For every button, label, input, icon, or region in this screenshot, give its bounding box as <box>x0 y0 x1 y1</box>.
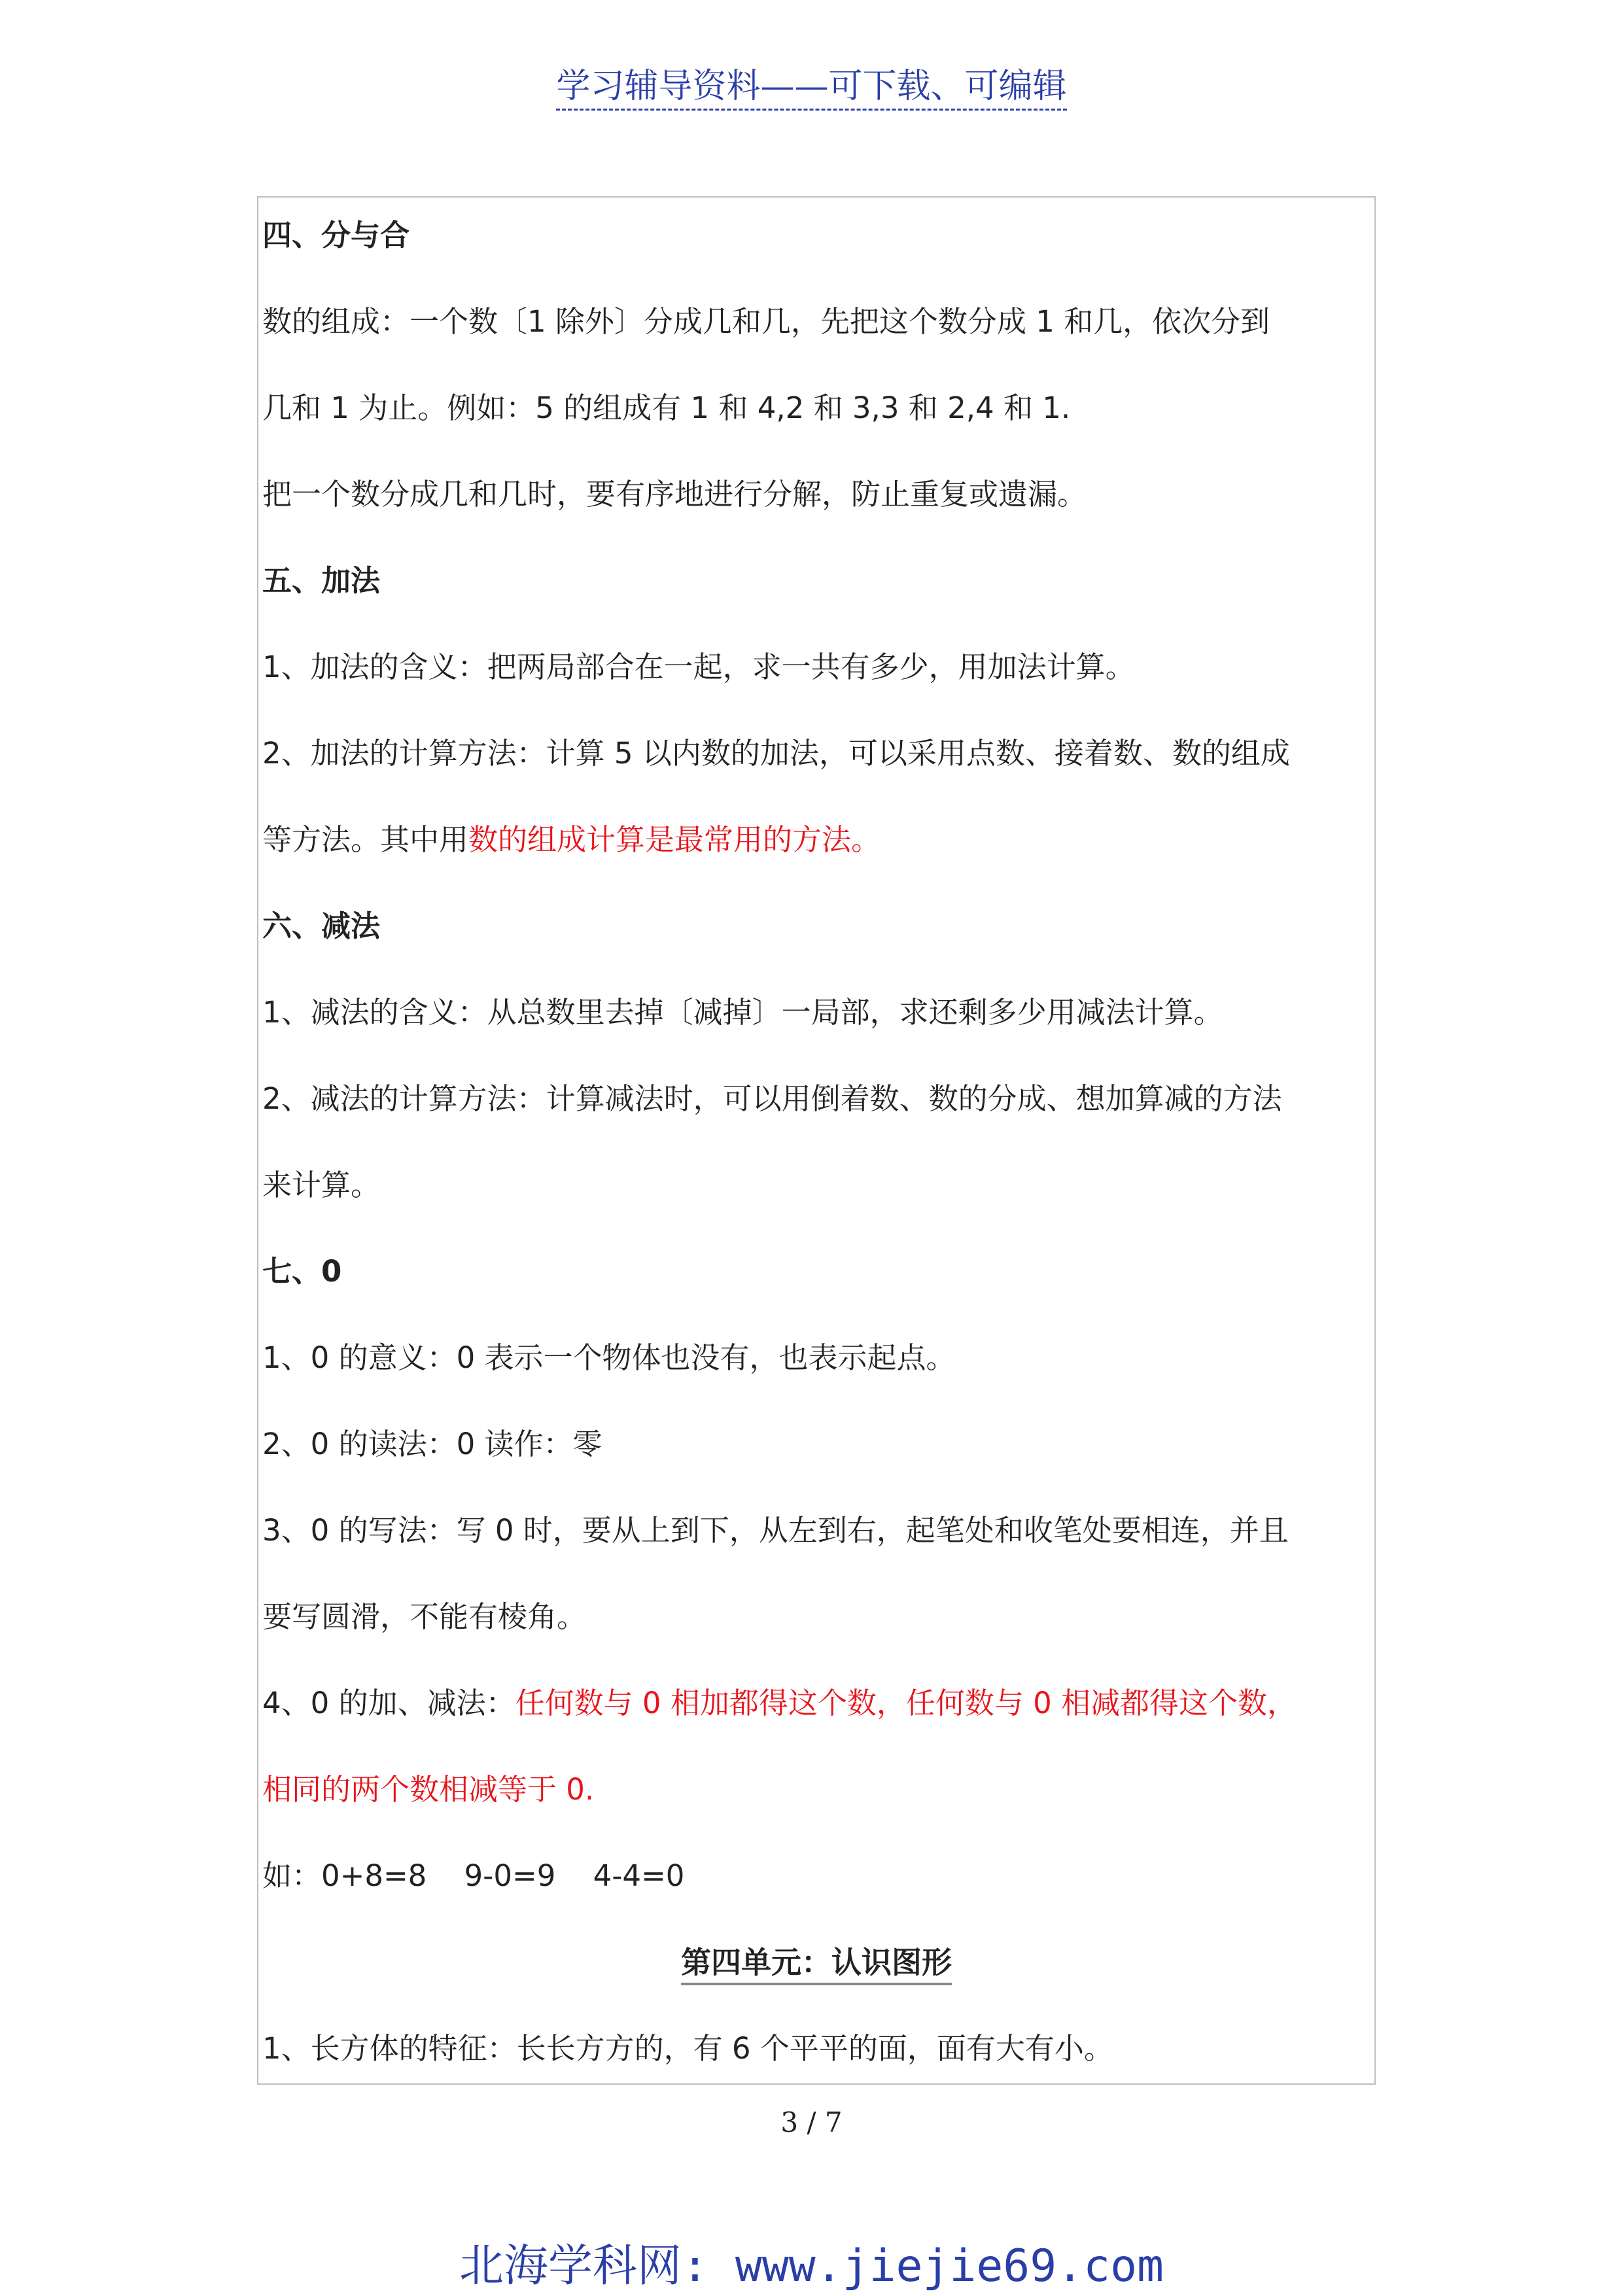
unit-4-paragraph-1: 1、长方体的特征：长长方方的，有 6 个平平的面，面有大有小。 <box>262 2031 1113 2066</box>
section-7-example: 如：0+8=8 9-0=9 4-4=0 <box>262 1858 685 1893</box>
content-box <box>257 196 1376 2085</box>
section-4-paragraph-1a: 数的组成：一个数〔1 除外〕分成几和几，先把这个数分成 1 和几，依次分到 <box>262 304 1270 339</box>
section-6-paragraph-2a: 2、减法的计算方法：计算减法时，可以用倒着数、数的分成、想加算减的方法 <box>262 1081 1282 1116</box>
section-7-paragraph-4a-plain: 4、0 的加、减法： <box>262 1686 515 1720</box>
section-4-title: 四、分与合 <box>262 218 410 252</box>
unit-4-title-text: 第四单元：认识图形 <box>681 1945 952 1985</box>
section-7-highlight-a: 任何数与 0 相加都得这个数，任何数与 0 相减都得这个数， <box>515 1686 1297 1720</box>
section-5-paragraph-2b-plain: 等方法。其中用 <box>262 822 469 857</box>
section-7-paragraph-2: 2、0 的读法：0 读作：零 <box>262 1427 602 1461</box>
footer-site-text: 北海学科网: www.jiejie69.com <box>459 2240 1164 2292</box>
section-6-paragraph-1: 1、减法的含义：从总数里去掉〔减掉〕一局部，求还剩多少用减法计算。 <box>262 995 1223 1030</box>
section-4-paragraph-1b: 几和 1 为止。例如：5 的组成有 1 和 4,2 和 3,3 和 2,4 和 1. <box>262 391 1071 425</box>
section-7-paragraph-3a: 3、0 的写法：写 0 时，要从上到下，从左到右，起笔处和收笔处要相连，并且 <box>262 1513 1289 1548</box>
section-7-paragraph-3b: 要写圆滑，不能有棱角。 <box>262 1599 587 1634</box>
section-5-highlight: 数的组成计算是最常用的方法。 <box>468 822 881 857</box>
section-4-paragraph-2: 把一个数分成几和几时，要有序地进行分解，防止重复或遗漏。 <box>262 477 1087 512</box>
unit-4-title <box>258 1943 1374 1982</box>
section-7-paragraph-1: 1、0 的意义：0 表示一个物体也没有，也表示起点。 <box>262 1340 956 1375</box>
section-7-title: 七、0 <box>262 1254 342 1289</box>
section-7-highlight-b: 相同的两个数相减等于 0. <box>262 1772 595 1807</box>
section-6-paragraph-2b: 来计算。 <box>262 1168 381 1202</box>
section-5-paragraph-1: 1、加法的含义：把两局部合在一起，求一共有多少，用加法计算。 <box>262 650 1135 684</box>
section-5-title: 五、加法 <box>262 563 381 598</box>
section-7-paragraph-4a <box>262 1684 1297 1723</box>
document-header <box>0 60 1623 113</box>
page-number: 3 / 7 <box>780 2106 843 2138</box>
section-5-paragraph-2a: 2、加法的计算方法：计算 5 以内数的加法，可以采用点数、接着数、数的组成 <box>262 736 1290 771</box>
header-title: 学习辅导资料——可下载、可编辑 <box>556 67 1066 111</box>
section-5-paragraph-2b <box>262 820 881 860</box>
section-6-title: 六、减法 <box>262 909 381 943</box>
